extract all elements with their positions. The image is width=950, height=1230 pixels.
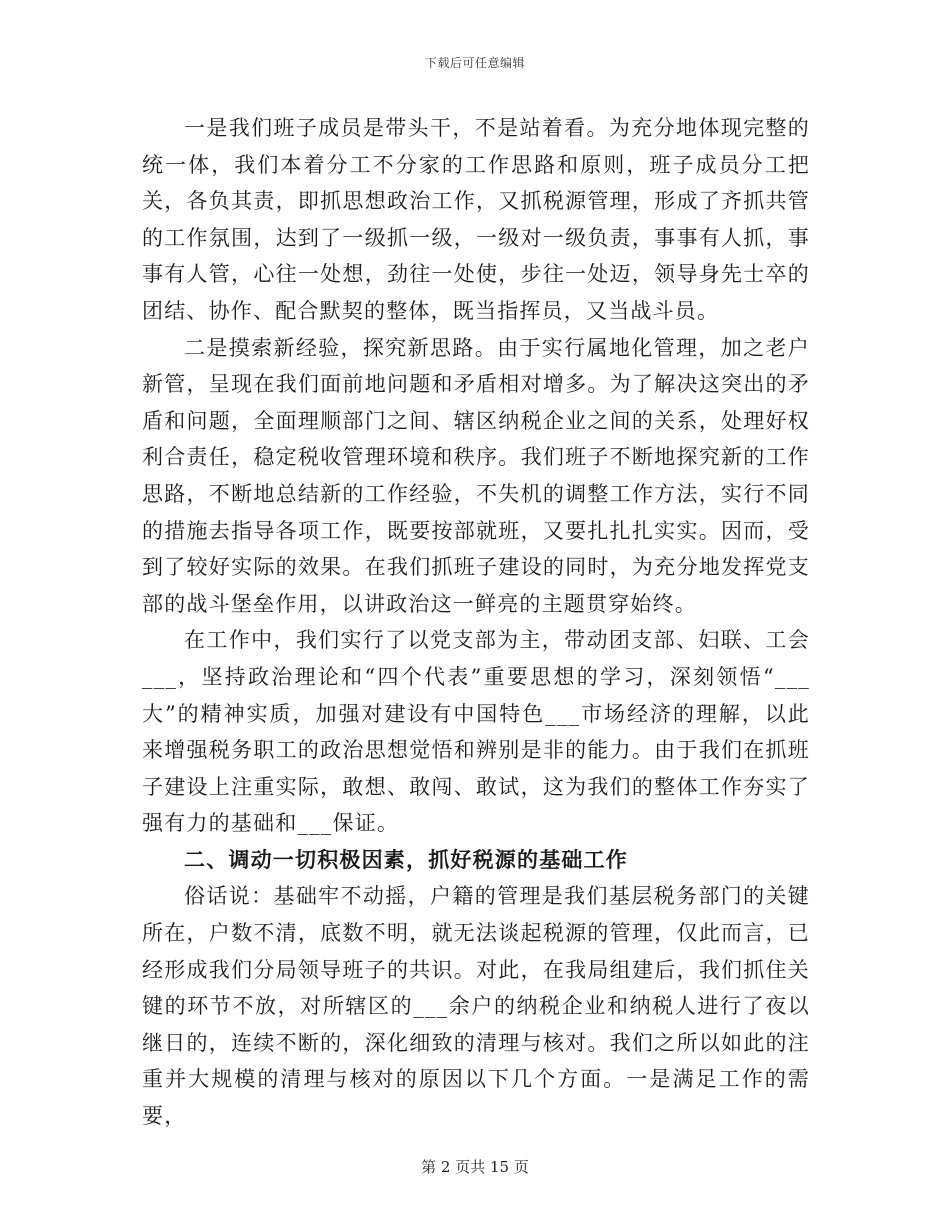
header-note: 下载后可任意编辑: [424, 56, 525, 70]
document-body: [142, 110, 810, 1135]
paragraph-new-experience: 二是摸索新经验，探究新思路。由于实行属地化管理，加之老户新管，呈现在我们面前地问题和矛盾相对增多。为了解决这突出的矛盾和问题，全面理顺部门之间、辖区纳税企业之间的关系，处理好权利合责任，稳定税收管理环境和秩序。我们班子不断地探究新的工作思路，不断地总结新的工作经验，不失机的调整工作方法，实行不同的措施去指导各项工作，既要按部就班，又要扎扎扎实实。因而，受到了较好实际的效果。在我们抓班子建设的同时，为充分地发挥党支部的战斗堡垒作用，以讲政治这一鲜亮的主题贯穿始终。: [142, 335, 810, 616]
page-number-footer: 第 2 页共 15 页: [421, 1158, 529, 1176]
paragraph-party-work: 在工作中，我们实行了以党支部为主，带动团支部、妇联、工会___，坚持政治理论和“四个代表”重要思想的学习，深刻领悟“___大”的精神实质，加强对建设有中国特色___市场经济的理解，以此来增强税务职工的政治思想觉悟和辨别是非的能力。由于我们在抓班子建设上注重实际，敢想、敢闯、敢试，这为我们的整体工作夯实了强有力的基础和___保证。: [142, 628, 810, 836]
section-heading: 二、调动一切积极因素，抓好税源的基础工作: [184, 846, 628, 872]
paragraph-tax-source-foundation: 俗话说：基础牢不动摇，户籍的管理是我们基层税务部门的关键所在，户数不清，底数不明，就无法谈起税源的管理，仅此而言，已经形成我们分局领导班子的共识。对此，在我局组建后，我们抓住关键的环节不放，对所辖区的___余户的纳税企业和纳税人进行了夜以继日的，连续不断的，深化细致的清理与核对。我们之所以如此的注重并大规模的清理与核对的原因以下几个方面。一是满足工作的需要，: [142, 884, 810, 1129]
paragraph-leadership-example: 一是我们班子成员是带头干，不是站着看。为充分地体现完整的统一体，我们本着分工不分家的工作思路和原则，班子成员分工把关，各负其责，即抓思想政治工作，又抓税源管理，形成了齐抓共管的工作氛围，达到了一级抓一级，一级对一级负责，事事有人抓，事事有人管，心往一处想，劲往一处使，步往一处迈，领导身先士卒的团结、协作、配合默契的整体，既当指挥员，又当战斗员。: [142, 116, 810, 323]
